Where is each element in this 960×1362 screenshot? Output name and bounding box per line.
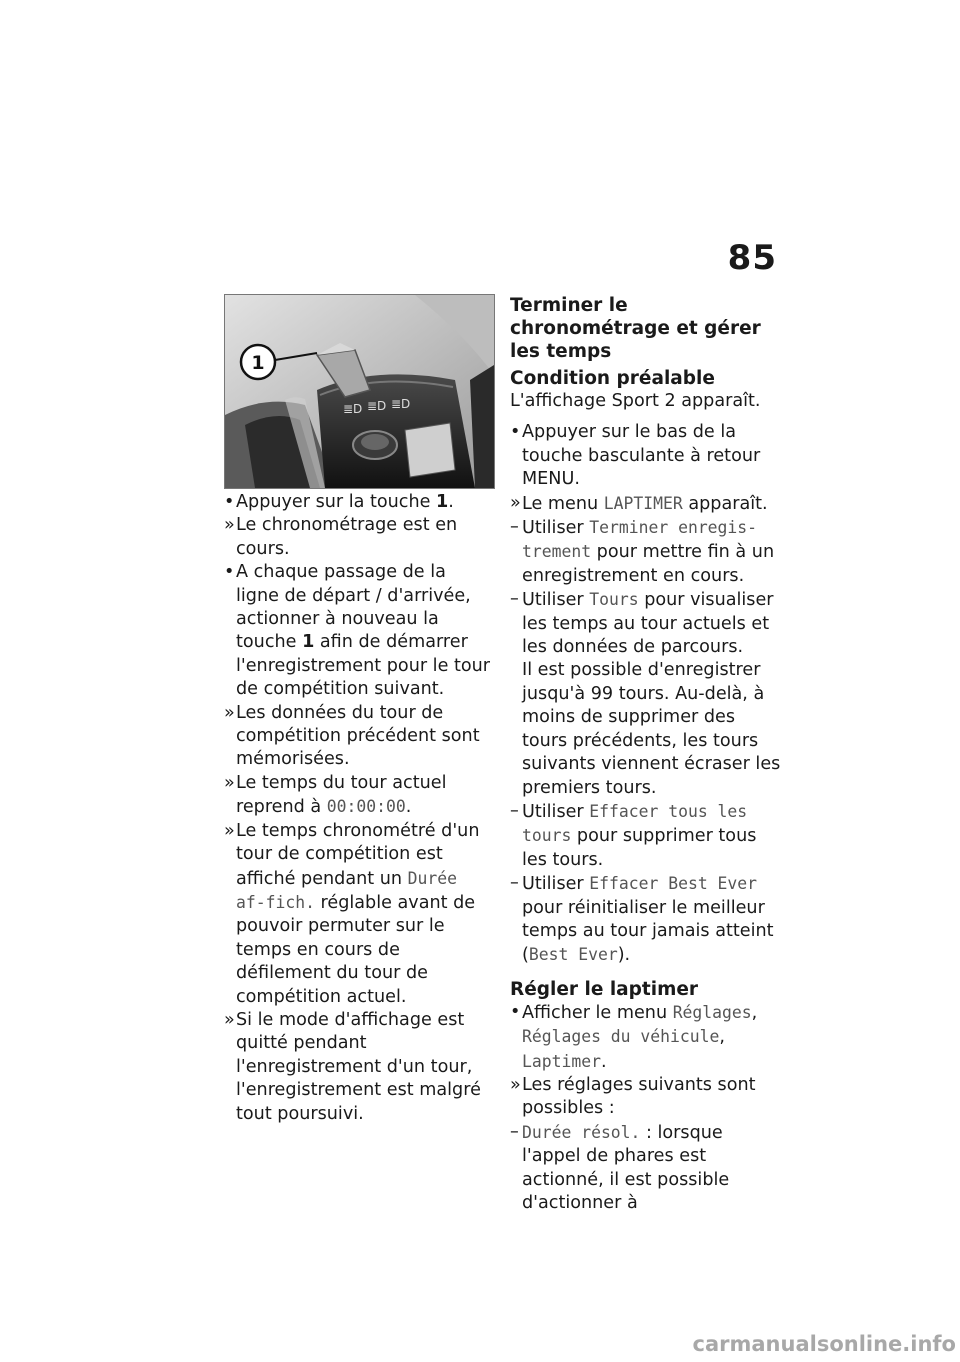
- switch-label: ≣D: [391, 397, 411, 411]
- list-item: • A chaque passage de la ligne de départ / d'arrivée, actionner à nouveau la touche 1 afin de démarrer l'enregistrement pour le tour de compétition suivant.: [224, 562, 491, 700]
- condition-text: L'affichage Sport 2 apparaît.: [510, 391, 761, 411]
- left-column: [224, 294, 494, 1126]
- result-item: » Les réglages suivants sont possibles :: [510, 1074, 756, 1119]
- result-item: » Le temps chronométré d'un tour de compétition est affiché pendant un Durée af-fich. réglable avant de pouvoir permuter sur le temps en cours de défilement du tour de compétition actuel.: [224, 820, 480, 1007]
- result-item: » Le temps du tour actuel reprend à 00:00:00.: [224, 772, 447, 818]
- list-item: • Appuyer sur le bas de la touche basculante à retour MENU.: [510, 422, 761, 490]
- section-heading: Régler le laptimer: [510, 978, 699, 1000]
- section-heading: Terminer le chronométrage et gérer les temps: [510, 295, 761, 362]
- option-item: – Utiliser Terminer enregis-trement pour mettre fin à un enregistrement en cours.: [510, 517, 775, 586]
- option-item: – Durée résol. : lorsque l'appel de phares est actionné, il est possible d'actionner à: [510, 1121, 730, 1213]
- option-item: – Utiliser Effacer Best Ever pour réinitialiser le meilleur temps au tour jamais atteint (Best Ever).: [510, 873, 774, 966]
- handlebar-switch-photo: [224, 294, 495, 489]
- result-item: » Le menu LAPTIMER apparaît.: [510, 492, 768, 514]
- subsection-heading: Condition préalable: [510, 368, 715, 389]
- option-item: – Utiliser Tours pour visualiser les temps au tour actuels et les données de parcours. Il est possible d'enregistrer jusqu'à 99 tours. Au-delà, à moins de supprimer des tours précédents, les tours suivants viennent écraser les premiers tours.: [510, 589, 781, 798]
- result-item: » Le chronométrage est en cours.: [224, 515, 458, 559]
- page-number: 85: [727, 238, 777, 278]
- option-item: – Utiliser Effacer tous les tours pour supprimer tous les tours.: [510, 800, 757, 870]
- switch-label: ≣D: [367, 399, 387, 413]
- switch-label: ≣D: [343, 402, 363, 416]
- list-item: • Appuyer sur la touche 1.: [224, 492, 454, 512]
- result-item: » Les données du tour de compétition précédent sont mémorisées.: [224, 702, 480, 770]
- result-item: » Si le mode d'affichage est quitté pendant l'enregistrement d'un tour, l'enregistrement est malgré tout poursuivi.: [224, 1009, 481, 1124]
- watermark: carmanualsonline.info: [692, 1332, 956, 1356]
- right-column: [510, 294, 785, 1215]
- figure-callout-label: 1: [251, 352, 265, 374]
- handlebar-illustration: [225, 295, 494, 488]
- list-item: • Afficher le menu Réglages, Réglages du véhicule, Laptimer.: [510, 1001, 758, 1072]
